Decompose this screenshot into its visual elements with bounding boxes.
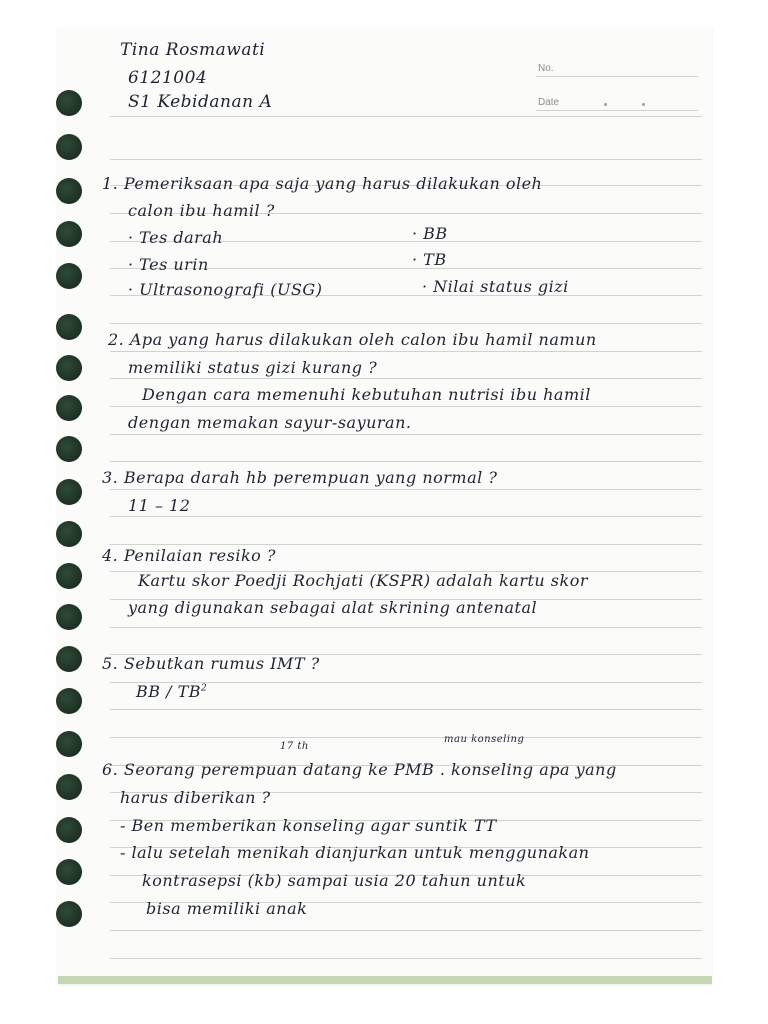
binder-hole	[56, 479, 82, 505]
answer-4-line-2: yang digunakan sebagai alat skrining antenatal	[128, 598, 538, 617]
date-separator	[642, 103, 645, 106]
student-name: Tina Rosmawati	[120, 40, 266, 60]
question-6-note-age: 17 th	[280, 741, 309, 752]
question-6-line-1: 6. Seorang perempuan datang ke PMB . konseling apa yang	[102, 760, 617, 779]
binder-hole	[56, 395, 82, 421]
question-2-line-1: 2. Apa yang harus dilakukan oleh calon ibu hamil namun	[108, 330, 597, 349]
answer-1-item: · Ultrasonografi (USG)	[128, 280, 323, 299]
answer-2-line-1: Dengan cara memenuhi kebutuhan nutrisi ibu hamil	[142, 385, 591, 404]
answer-1-item: · Tes darah	[128, 228, 224, 247]
ruled-line	[110, 958, 702, 959]
ruled-line	[110, 516, 702, 517]
question-1-line-1: 1. Pemeriksaan apa saja yang harus dilakukan oleh	[102, 174, 543, 193]
binder-hole	[56, 436, 82, 462]
question-3: 3. Berapa darah hb perempuan yang normal ?	[102, 468, 498, 487]
ruled-line	[110, 434, 702, 435]
binder-hole	[56, 134, 82, 160]
question-5: 5. Sebutkan rumus IMT ?	[102, 654, 320, 673]
answer-6-line-3: kontrasepsi (kb) sampai usia 20 tahun untuk	[142, 871, 527, 890]
question-6-line-2: harus diberikan ?	[120, 788, 271, 807]
ruled-line	[110, 627, 702, 628]
ruled-line	[110, 116, 702, 117]
binder-hole	[56, 221, 82, 247]
binder-hole	[56, 314, 82, 340]
notebook-page	[58, 28, 712, 984]
answer-2-line-2: dengan memakan sayur-sayuran.	[128, 413, 412, 432]
no-field-line	[536, 76, 698, 77]
answer-1-item: · BB	[412, 224, 448, 243]
binder-hole	[56, 355, 82, 381]
binder-hole	[56, 859, 82, 885]
student-class: S1 Kebidanan A	[128, 92, 273, 112]
question-4: 4. Penilaian resiko ?	[102, 546, 276, 565]
ruled-line	[110, 489, 702, 490]
binder-hole	[56, 263, 82, 289]
page-bottom-edge	[58, 976, 712, 984]
answer-4-line-1: Kartu skor Poedji Rochjati (KSPR) adalah kartu skor	[138, 571, 588, 590]
binder-hole	[56, 901, 82, 927]
binder-hole	[56, 521, 82, 547]
answer-5-text: BB / TB	[136, 682, 202, 701]
ruled-line	[110, 709, 702, 710]
answer-6-line-1: - Ben memberikan konseling agar suntik TT	[120, 816, 497, 835]
binder-hole	[56, 90, 82, 116]
ruled-line	[110, 159, 702, 160]
binder-hole	[56, 774, 82, 800]
binder-hole	[56, 731, 82, 757]
student-id: 6121004	[128, 68, 208, 88]
question-2-line-2: memiliki status gizi kurang ?	[128, 358, 378, 377]
ruled-line	[110, 378, 702, 379]
date-separator	[604, 103, 607, 106]
ruled-line	[110, 406, 702, 407]
binder-hole	[56, 817, 82, 843]
binder-hole	[56, 604, 82, 630]
answer-5	[136, 682, 207, 701]
binder-hole	[56, 688, 82, 714]
binder-hole	[56, 646, 82, 672]
ruled-line	[110, 351, 702, 352]
no-label: No.	[538, 63, 554, 74]
ruled-line	[110, 930, 702, 931]
ruled-line	[110, 737, 702, 738]
date-field-line	[536, 110, 698, 111]
binder-hole	[56, 178, 82, 204]
question-6-note-purpose: mau konseling	[444, 734, 525, 745]
answer-1-item: · Tes urin	[128, 255, 209, 274]
answer-6-line-2: - lalu setelah menikah dianjurkan untuk menggunakan	[120, 843, 590, 862]
ruled-line	[110, 323, 702, 324]
binder-hole	[56, 563, 82, 589]
ruled-line	[110, 544, 702, 545]
answer-1-item: · Nilai status gizi	[422, 277, 569, 296]
ruled-line	[110, 461, 702, 462]
answer-6-line-4: bisa memiliki anak	[146, 899, 308, 918]
date-label: Date	[538, 97, 560, 108]
question-1-line-2: calon ibu hamil ?	[128, 201, 275, 220]
answer-1-item: · TB	[412, 250, 447, 269]
answer-5-exponent: 2	[201, 683, 208, 694]
answer-3: 11 – 12	[128, 496, 191, 515]
